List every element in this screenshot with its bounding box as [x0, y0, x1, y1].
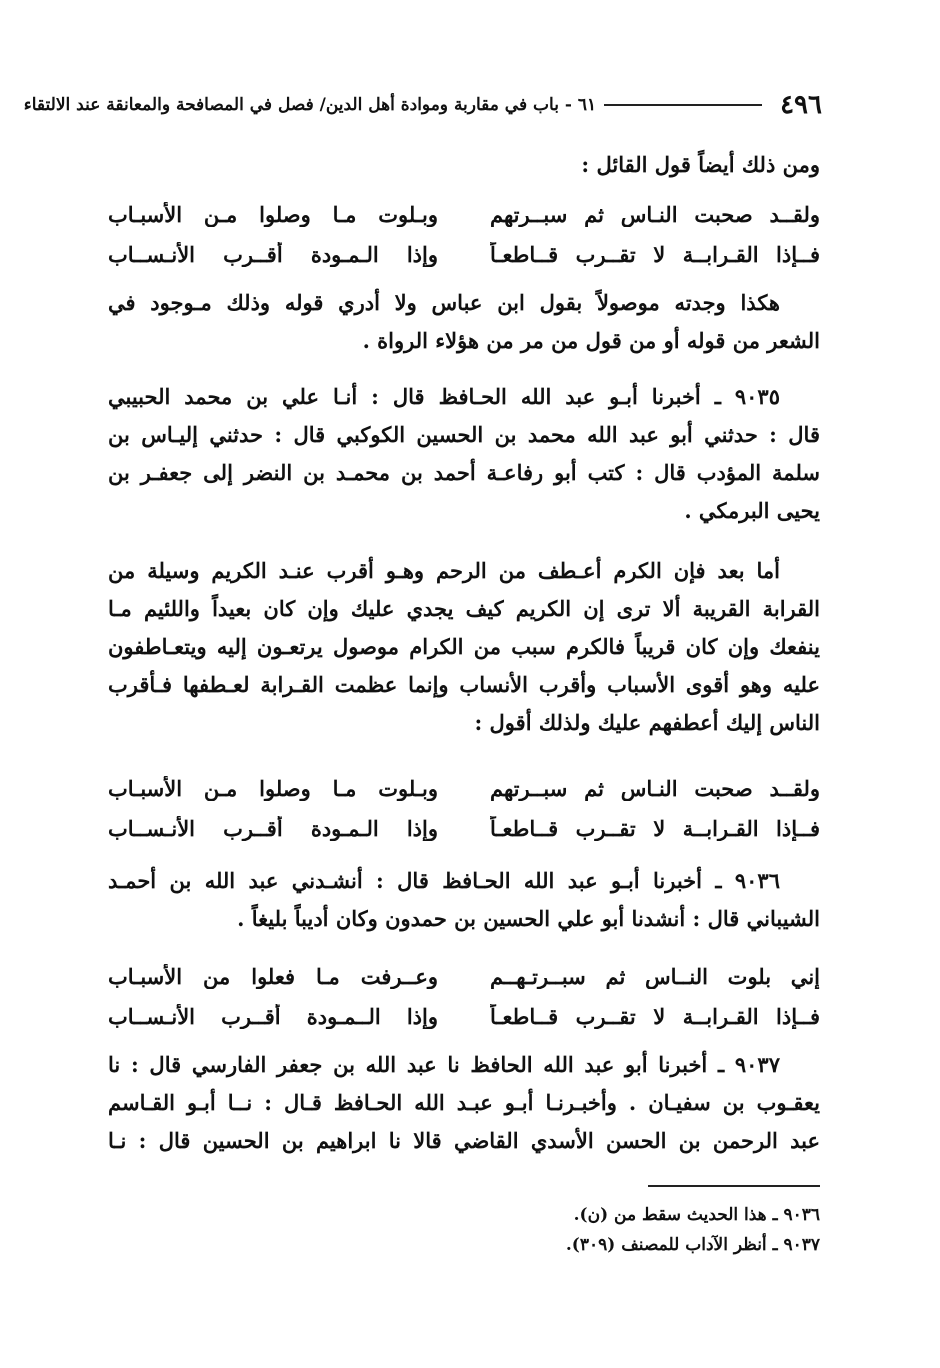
verse [108, 768, 820, 808]
text-line: ٩٠٣٧ ـ أخبرنا أبو عبد الله الحافظ نا عبد الله بن جعفر الفارسي قال : نا [108, 1052, 780, 1077]
verse-first-hemistich: فــإذا القـرابــة لا تقــرب قــاطعـاً [490, 815, 820, 841]
text-line: يحيى البرمكي . [684, 498, 820, 523]
text-line: قال : حدثني أبو عبد الله محمد بن الحسين الكوكبي قال : حدثني إليـاس بن [108, 422, 820, 447]
verse-first-hemistich: إني بلوت النــاس ثم سبــرتـهــم [490, 963, 820, 989]
running-title: ٦١ - باب في مقاربة وموادة أهل الدين/ فصل في المصافحة والمعانقة عند الالتقاء [23, 95, 597, 115]
poem-2 [108, 768, 820, 848]
hadith-9037 [108, 1046, 820, 1160]
hadith-9036 [108, 862, 820, 938]
text-line: الناس إليك أعطفهم عليك ولذلك أقول : [474, 710, 820, 735]
verse-second-hemistich: وعــرفت مـا فعلوا من الأسبـاب [108, 963, 438, 989]
poem-3 [108, 956, 820, 1036]
text-line: الشعر من قوله أو من قول من مر من هؤلاء الرواة . [362, 328, 820, 353]
verse-second-hemistich: وإذا الــمـودة أقــرب الأنـســاب [108, 1003, 438, 1029]
verse [108, 808, 820, 848]
text-line: ٩٠٣٦ ـ أخبرنا أبـو عبد الله الحـافظ قال : أنشـدني عبد الله بن أحمـد [108, 868, 780, 893]
verse-first-hemistich: فــإذا القـرابــة لا تقــرب قــاطعـاً [490, 1003, 820, 1029]
verse [108, 234, 820, 274]
verse [108, 194, 820, 234]
text-line: عبد الرحمن بن الحسن الأسدي القاضي قالا نا ابراهيم بن الحسين قال : نـا [108, 1128, 820, 1153]
verse-first-hemistich: ولقــد صحبت النـاس ثم سبــرتهم [490, 201, 820, 227]
text-line: ٩٠٣٥ ـ أخبرنا أبـو عبد الله الحـافظ قال : أنـا علي بن محمد الحبيبي [108, 384, 780, 409]
text-line: عليه وهو أقوى الأسباب وأقرب الأنساب وإنما عظمت القـرابة لعـطفها فـأقرب [108, 672, 820, 697]
text-line: هكذا وجدته موصولاً بقول ابن عباس ولا أدري قوله وذلك مـوجود في [108, 290, 780, 315]
verse [108, 996, 820, 1036]
footnote-rule [648, 1185, 820, 1187]
text-line: ينفعك وإن كان قريباً فالكرم سبب من الكرام موصول يرتعـون إليه ويتعـاطفون [108, 634, 820, 659]
header-rule [604, 104, 762, 106]
verse-second-hemistich: وبـلوت مـا وصلوا مـن الأسبـاب [108, 775, 438, 801]
page-number: ٤٩٦ [780, 90, 822, 120]
footnotes [300, 1200, 820, 1260]
footnote-item: ٩٠٣٦ ـ هذا الحديث سقط من (ن). [573, 1205, 820, 1225]
hadith-9035 [108, 378, 820, 530]
verse-second-hemistich: وإذا الـمـودة أقــرب الأنـســاب [108, 241, 438, 267]
paragraph-comment [108, 284, 820, 360]
text-line: القرابة القريبة ألا ترى إن الكريم كيف يجدي عليك وإن كان بعيداً واللئيم مـا [108, 596, 820, 621]
text-line: سلمة المؤدب قال : كتب أبو رفاعـة أحمد بن محمـد بن النضر إلى جعفـر بن [108, 460, 820, 485]
verse-second-hemistich: وبـلوت مـا وصلوا مـن الأسبـاب [108, 201, 438, 227]
verse-second-hemistich: وإذا الـمـودة أقــرب الأنـســاب [108, 815, 438, 841]
verse [108, 956, 820, 996]
verse-first-hemistich: ولقــد صحبت النـاس ثم سبــرتهم [490, 775, 820, 801]
intro-line: ومن ذلك أيضاً قول القائل : [581, 152, 820, 177]
page-header [23, 88, 822, 122]
text-line: الشيباني قال : أنشدنا أبو علي الحسين بن حمدون وكان أديباً بليغاً . [237, 906, 820, 931]
footnote-item: ٩٠٣٧ ـ أنظر الآداب للمصنف (٣٠٩). [565, 1235, 820, 1255]
verse-first-hemistich: فــإذا القـرابــة لا تقــرب قــاطعـاً [490, 241, 820, 267]
text-line: أما بعد فإن الكرم أعـطف من الرحم وهـو أقرب عنـد الكريم وسيلة من [108, 558, 780, 583]
poem-1 [108, 194, 820, 274]
letter-paragraph [108, 552, 820, 742]
text-line: يعقـوب بن سفيـان . وأخبـرنـا أبـو عبـد الله الحـافظ قـال : نــا أبـو القـاسم [108, 1090, 820, 1115]
